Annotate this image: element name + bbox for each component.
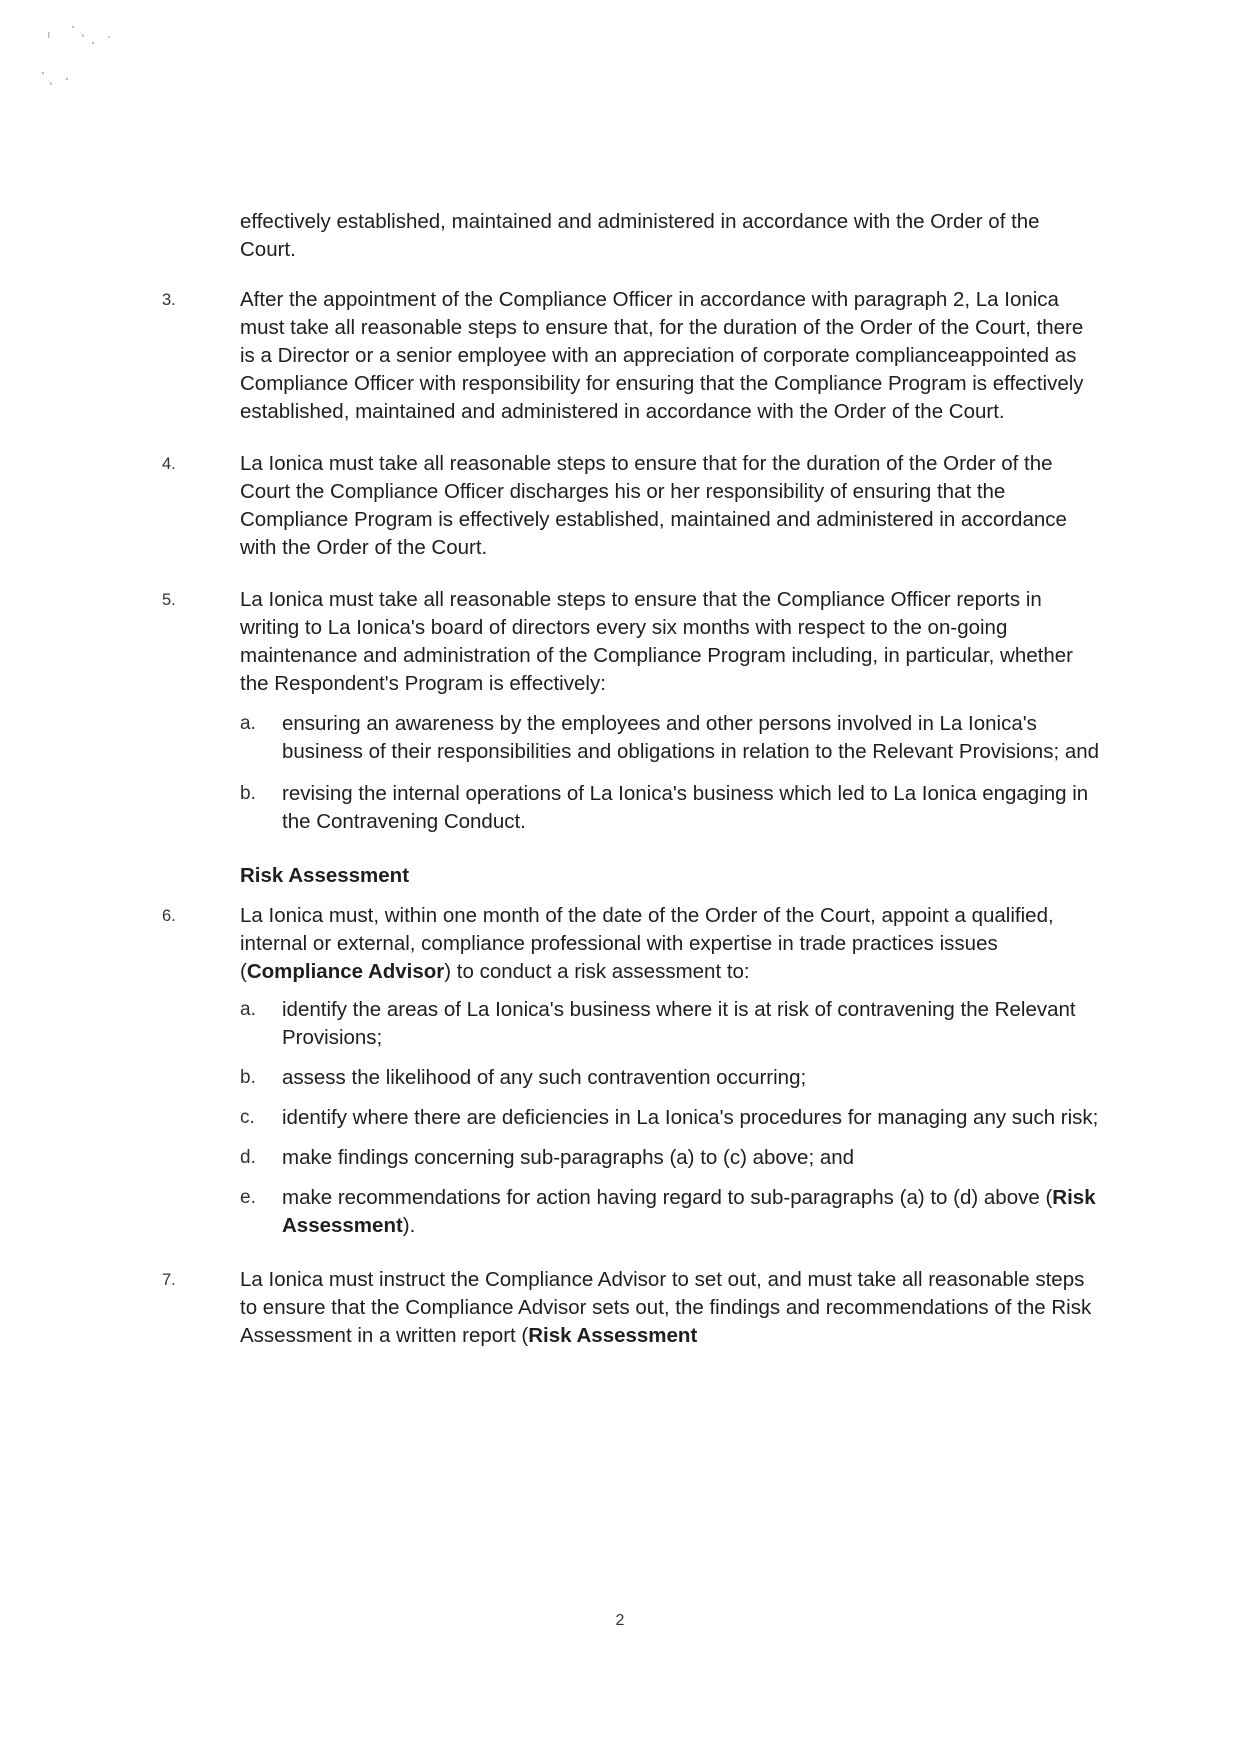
subparagraph-6d bbox=[150, 1144, 1100, 1172]
subparagraph-label: d. bbox=[240, 1147, 256, 1168]
body-content bbox=[150, 208, 1100, 1350]
text-run: ) to conduct a risk assessment to: bbox=[444, 960, 750, 983]
subparagraph-6b bbox=[150, 1064, 1100, 1092]
text-run: make recommendations for action having regard to sub-paragraphs (a) to (d) above ( bbox=[282, 1186, 1053, 1209]
subparagraph-6a bbox=[150, 996, 1100, 1052]
defined-term-compliance-advisor: Compliance Advisor bbox=[246, 960, 445, 983]
subparagraph-text: make findings concerning sub-paragraphs (a) to (c) above; and bbox=[282, 1146, 855, 1169]
section-heading-risk-assessment: Risk Assessment bbox=[240, 864, 410, 887]
subparagraph-text: revising the internal operations of La Ionica's business which led to La Ionica engaging in the Contravening Conduct. bbox=[282, 782, 1089, 833]
defined-term-risk-assessment-report: Risk Assessment bbox=[528, 1324, 698, 1347]
scan-speck-marks bbox=[20, 12, 140, 92]
text-run: La Ionica must, within one month of the date of the Order of the Court, appoint a qualified, internal or external, compliance professional with expertise in trade practices issues ( bbox=[240, 904, 1054, 983]
subparagraph-label: a. bbox=[240, 999, 256, 1020]
paragraph-text: La Ionica must take all reasonable steps to ensure that for the duration of the Order of the Court the Compliance Officer discharges his or her responsibility of ensuring that the Compliance Program is effectively established, maintained and administered in accordance with the Order of the Court. bbox=[240, 452, 1067, 559]
page-number: 2 bbox=[615, 1612, 625, 1629]
intro-continuation: effectively established, maintained and administered in accordance with the Order of the Court. bbox=[240, 210, 1040, 261]
paragraph-text bbox=[240, 1266, 1100, 1350]
subparagraph-label: a. bbox=[240, 713, 256, 734]
paragraph-6 bbox=[150, 902, 1100, 986]
paragraph-5 bbox=[150, 586, 1100, 698]
text-run: ). bbox=[402, 1214, 416, 1237]
paragraph-4 bbox=[150, 450, 1100, 562]
paragraph-text bbox=[240, 902, 1100, 986]
subparagraph-label: c. bbox=[240, 1107, 255, 1128]
subparagraph-label: b. bbox=[240, 783, 256, 804]
paragraph-number: 3. bbox=[162, 291, 176, 309]
subparagraph-5b bbox=[150, 780, 1100, 836]
subparagraph-text: identify the areas of La Ionica's business where it is at risk of contravening the Relevant Provisions; bbox=[282, 998, 1076, 1049]
paragraph-number: 6. bbox=[162, 907, 176, 925]
subparagraph-text bbox=[282, 1184, 1100, 1240]
subparagraph-6c bbox=[150, 1104, 1100, 1132]
paragraph-text: La Ionica must take all reasonable steps to ensure that the Compliance Officer reports in writing to La Ionica's board of directors every six months with respect to the on-going maintenance and administration of the Compliance Program including, in particular, whether the Respondent's Program is effectively: bbox=[240, 588, 1073, 695]
paragraph-7 bbox=[150, 1266, 1100, 1350]
paragraph-3 bbox=[150, 286, 1100, 426]
paragraph-number: 4. bbox=[162, 455, 176, 473]
paragraph-text: After the appointment of the Compliance Officer in accordance with paragraph 2, La Ionica must take all reasonable steps to ensure that, for the duration of the Order of the Court, there is a Director or a senior employee with an appreciation of corporate complianceappointed as Compliance Officer with responsibility for ensuring that the Compliance Program is effectively established, maintained and administered in accordance with the Order of the Court. bbox=[240, 288, 1084, 423]
subparagraph-text: assess the likelihood of any such contravention occurring; bbox=[282, 1066, 807, 1089]
paragraph-number: 5. bbox=[162, 591, 176, 609]
subparagraph-label: e. bbox=[240, 1187, 256, 1208]
subparagraph-5a bbox=[150, 710, 1100, 766]
subparagraph-text: identify where there are deficiencies in La Ionica's procedures for managing any such risk; bbox=[282, 1106, 1099, 1129]
subparagraph-text: ensuring an awareness by the employees and other persons involved in La Ionica's business of their responsibilities and obligations in relation to the Relevant Provisions; and bbox=[282, 712, 1100, 763]
defined-term-risk-assessment: Risk Assessment bbox=[282, 1186, 1096, 1237]
paragraph-number: 7. bbox=[162, 1271, 176, 1289]
text-run: La Ionica must instruct the Compliance Advisor to set out, and must take all reasonable steps to ensure that the Compliance Advisor sets out, the findings and recommendations of the Risk Assessment in a written report ( bbox=[240, 1268, 1092, 1347]
subparagraph-label: b. bbox=[240, 1067, 256, 1088]
subparagraph-6e bbox=[150, 1184, 1100, 1240]
